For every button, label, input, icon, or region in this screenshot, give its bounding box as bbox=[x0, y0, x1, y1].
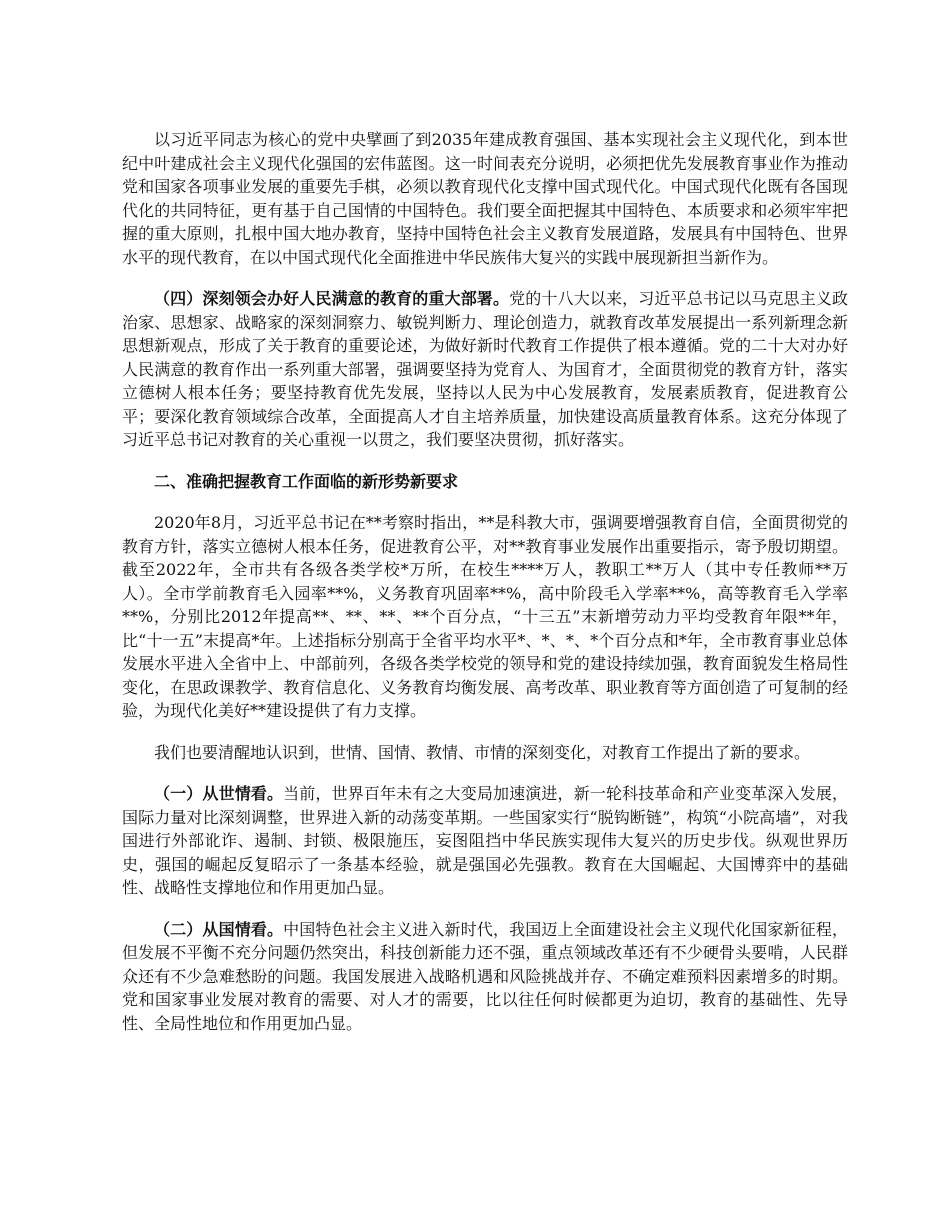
paragraph bbox=[122, 918, 848, 1036]
paragraph-text: 中国特色社会主义进入新时代，我国迈上全面建设社会主义现代化国家新征程，但发展不平衡不充分问题仍然突出，科技创新能力还不强，重点领域改革还有不少硬骨头要啃，人民群众还有不少急难愁盼的问题。我国发展进入战略机遇和风险挑战并存、不确定难预料因素增多的时期。党和国家事业发展对教育的需要、对人才的需要，比以往任何时候都更为迫切，教育的基础性、先导性、全局性地位和作用更加凸显。 bbox=[122, 919, 848, 1033]
paragraph bbox=[122, 741, 848, 765]
paragraph-lead: （一）从世情看。 bbox=[154, 784, 284, 803]
paragraph bbox=[122, 128, 848, 269]
paragraph bbox=[122, 287, 848, 452]
paragraph-text: 2020年8月，习近平总书记在**考察时指出，**是科教大市，强调要增强教育自信，全面贯彻党的教育方针，落实立德树人根本任务，促进教育公平，对**教育事业发展作出重要指示，寄予殷切期望。截至2022年，全市共有各级各类学校*万所，在校生****万人，教职工**万人（其中专任教师**万人）。全市学前教育毛入园率**%，义务教育巩固率**%，高中阶段毛入学率**%，高等教育毛入学率**%，分别比2012年提高**、**、**、**个百分点，“十三五”末新增劳动力平均受教育年限**年，比“十一五”末提高*年。上述指标分别高于全省平均水平*、*、*、*个百分点和*年，全市教育事业总体发展水平进入全省中上、中部前列，各级各类学校党的领导和党的建设持续加强，教育面貌发生格局性变化，在思政课教学、教育信息化、义务教育均衡发展、高考改革、职业教育等方面创造了可复制的经验，为现代化美好**建设提供了有力支撑。 bbox=[122, 513, 848, 720]
paragraph-text: 我们也要清醒地认识到，世情、国情、教情、市情的深刻变化，对教育工作提出了新的要求。 bbox=[154, 742, 811, 762]
section-heading: 二、准确把握教育工作面临的新形势新要求 bbox=[154, 471, 459, 491]
paragraph-lead: （二）从国情看。 bbox=[154, 919, 284, 939]
paragraph-text: 党的十八大以来，习近平总书记以马克思主义政治家、思想家、战略家的深刻洞察力、敏锐判断力、理论创造力，就教育改革发展提出一系列新理念新思想新观点，形成了关于教育的重要论述，为做好新时代教育工作提供了根本遵循。党的二十大对办好人民满意的教育作出一系列重大部署，强调要坚持为党育人、为国育才，全面贯彻党的教育方针，落实立德树人根本任务；要坚持教育优先发展，坚持以人民为中心发展教育，发展素质教育，促进教育公平；要深化教育领域综合改革，全面提高人才自主培养质量，加快建设高质量教育体系。这充分体现了习近平总书记对教育的关心重视一以贯之，我们要坚决贯彻，抓好落实。 bbox=[122, 289, 848, 449]
paragraph-text: 当前，世界百年未有之大变局加速演进，新一轮科技革命和产业变革深入发展，国际力量对比深刻调整，世界进入新的动荡变革期。一些国家实行“脱钩断链”，构筑“小院高墙”，对我国进行外部讹诈、遏制、封锁、极限施压，妄图阻挡中华民族实现伟大复兴的历史步伐。纵观世界历史，强国的崛起反复昭示了一条基本经验，就是强国必先强教。教育在大国崛起、大国博弈中的基础性、战略性支撑地位和作用更加凸显。 bbox=[122, 784, 848, 897]
paragraph bbox=[122, 511, 848, 723]
paragraph-text: 以习近平同志为核心的党中央擘画了到2035年建成教育强国、基本实现社会主义现代化，到本世纪中叶建成社会主义现代化强国的宏伟蓝图。这一时间表充分说明，必须把优先发展教育事业作为推动党和国家各项事业发展的重要先手棋，必须以教育现代化支撑中国式现代化。中国式现代化既有各国现代化的共同特征，更有基于自己国情的中国特色。我们要全面把握其中国特色、本质要求和必须牢牢把握的重大原则，扎根中国大地办教育，坚持中国特色社会主义教育发展道路，发展具有中国特色、世界水平的现代教育，在以中国式现代化全面推进中华民族伟大复兴的实践中展现新担当新作为。 bbox=[122, 130, 848, 267]
paragraph bbox=[122, 782, 848, 900]
document-page bbox=[122, 128, 848, 1053]
paragraph-lead: （四）深刻领会办好人民满意的教育的重大部署。 bbox=[154, 289, 510, 308]
